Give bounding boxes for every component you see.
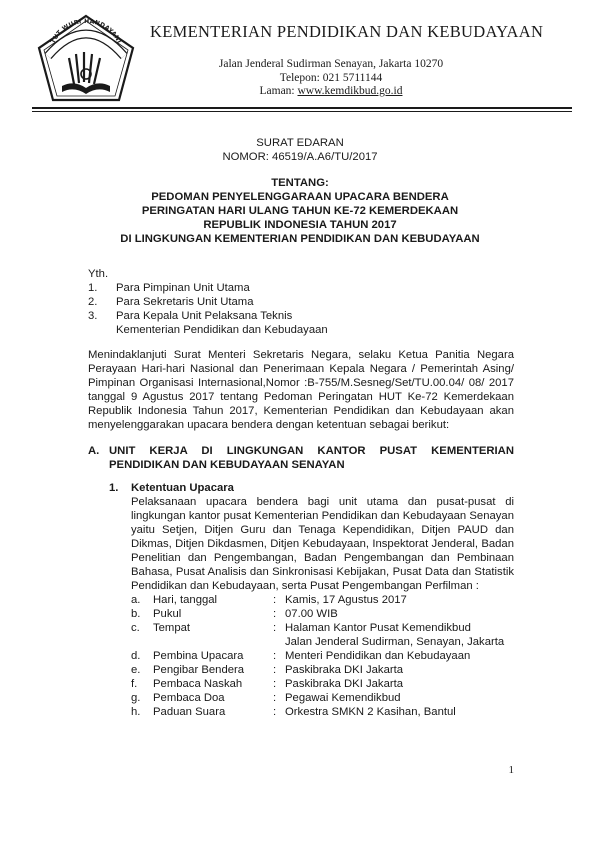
detail-colon: :: [273, 706, 277, 718]
page-number: 1: [508, 764, 514, 776]
detail-label: Pengibar Bendera: [153, 664, 245, 676]
body-line: lingkungan kantor pusat Kementerian Pendidikan dan Kebudayaan Senayan: [131, 510, 514, 522]
recipient-number: 2.: [88, 296, 98, 308]
recipient-number: 3.: [88, 310, 98, 322]
intro-line: Perayaan Hari-hari Nasional dan Penerimaan Kepala Negara / Pemerintah Asing/: [88, 363, 514, 375]
detail-letter: b.: [131, 608, 141, 620]
detail-letter: f.: [131, 678, 138, 690]
recipient-item: Para Pimpinan Unit Utama: [116, 282, 250, 294]
office-address: Jalan Jenderal Sudirman Senayan, Jakarta 10270: [218, 58, 444, 70]
detail-letter: g.: [131, 692, 141, 704]
office-website: [150, 85, 512, 97]
intro-line: Menindaklanjuti Surat Menteri Sekretaris Negara, selaku Ketua Panitia Negara: [88, 349, 514, 361]
body-line: Dikmas, Ditjen Dikdasmen, Ditjen Kebudayaan, Inspektorat Jenderal, Badan: [131, 538, 514, 550]
detail-label: Pukul: [153, 608, 182, 620]
detail-letter: e.: [131, 664, 141, 676]
section-title-line: UNIT KERJA DI LINGKUNGAN KANTOR PUSAT KEMENTERIAN: [109, 445, 514, 457]
document-number: NOMOR: 46519/A.A6/TU/2017: [222, 151, 378, 163]
document-type: SURAT EDARAN: [256, 137, 344, 149]
detail-value: Kamis, 17 Agustus 2017: [285, 594, 407, 606]
letterhead-rule-thin: [32, 111, 572, 112]
website-link[interactable]: www.kemdikbud.go.id: [297, 85, 403, 97]
recipient-item: Para Sekretaris Unit Utama: [116, 296, 254, 308]
detail-value: Pegawai Kemendikbud: [285, 692, 401, 704]
detail-letter: h.: [131, 706, 141, 718]
detail-label: Pembaca Doa: [153, 692, 225, 704]
salutation: Yth.: [88, 268, 109, 280]
intro-line: Republik Indonesia Tahun 2017, Kementerian Pendidikan dan Kebudayaan akan: [88, 405, 514, 417]
detail-value: Paskibraka DKI Jakarta: [285, 678, 404, 690]
detail-colon: :: [273, 678, 277, 690]
body-line: Bahasa, Pusat Analisis dan Sinkronisasi Kebijakan, Pusat Data dan Statistik: [131, 566, 514, 578]
detail-value: Menteri Pendidikan dan Kebudayaan: [285, 650, 471, 662]
recipient-item: Kementerian Pendidikan dan Kebudayaan: [116, 324, 328, 336]
detail-letter: d.: [131, 650, 141, 662]
body-line: Pelaksanaan upacara bendera bagi unit utama dan pusat-pusat di: [131, 496, 514, 508]
title-line: REPUBLIK INDONESIA TAHUN 2017: [203, 219, 397, 231]
body-line: yaitu Setjen, Ditjen Guru dan Tenaga Kependidikan, Ditjen PAUD dan: [131, 524, 514, 536]
intro-line: Pimpinan Organisasi Internasional,Nomor :B-755/M.Sesneg/Set/TU.00.04/ 08/ 2017: [88, 377, 514, 389]
detail-value: Paskibraka DKI Jakarta: [285, 664, 404, 676]
intro-line: tanggal 9 Agustus 2017 tentang Pedoman Peringatan HUT Ke-72 Kemerdekaan: [88, 391, 514, 403]
detail-colon: :: [273, 594, 277, 606]
detail-value: Halaman Kantor Pusat Kemendikbud: [285, 622, 471, 634]
subsection-number: 1.: [109, 482, 119, 494]
detail-colon: :: [273, 650, 277, 662]
detail-label: Paduan Suara: [153, 706, 226, 718]
detail-colon: :: [273, 608, 277, 620]
detail-label: Tempat: [153, 622, 191, 634]
title-line: PERINGATAN HARI ULANG TAHUN KE-72 KEMERDEKAAN: [141, 205, 459, 217]
letterhead-rule-thick: [32, 107, 572, 109]
title-line: PEDOMAN PENYELENGGARAAN UPACARA BENDERA: [151, 191, 449, 203]
kemdikbud-logo: [34, 12, 138, 104]
detail-label: Hari, tanggal: [153, 594, 218, 606]
intro-line: menyelenggarakan upacara bendera dengan ketentuan sebagai berikut:: [88, 419, 450, 431]
detail-colon: :: [273, 622, 277, 634]
detail-label: Pembaca Naskah: [153, 678, 243, 690]
about-label: TENTANG:: [271, 177, 329, 189]
title-line: DI LINGKUNGAN KEMENTERIAN PENDIDIKAN DAN KEBUDAYAAN: [120, 233, 480, 245]
detail-letter: a.: [131, 594, 141, 606]
detail-value: Jalan Jenderal Sudirman, Senayan, Jakarta: [285, 636, 505, 648]
detail-value: 07.00 WIB: [285, 608, 338, 620]
detail-value: Orkestra SMKN 2 Kasihan, Bantul: [285, 706, 456, 718]
svg-text:TUT WURI HANDAYANI: TUT WURI HANDAYANI: [49, 17, 123, 45]
section-letter: A.: [88, 445, 100, 457]
body-line: Penelitian dan Pengembangan, Badan Pengembangan dan Pembinaan: [131, 552, 514, 564]
detail-letter: c.: [131, 622, 140, 634]
recipient-number: 1.: [88, 282, 98, 294]
recipient-item: Para Kepala Unit Pelaksana Teknis: [116, 310, 293, 322]
section-title-line: PENDIDIKAN DAN KEBUDAYAAN SENAYAN: [109, 459, 345, 471]
detail-colon: :: [273, 692, 277, 704]
subsection-title: Ketentuan Upacara: [131, 482, 234, 494]
website-label: Laman:: [259, 85, 298, 97]
detail-colon: :: [273, 664, 277, 676]
detail-label: Pembina Upacara: [153, 650, 244, 662]
office-phone: Telepon: 021 5711144: [279, 72, 383, 84]
body-line: Pendidikan dan Kebudayaan, serta Pusat Pengembangan Perfilman :: [131, 580, 479, 592]
ministry-name: KEMENTERIAN PENDIDIKAN DAN KEBUDAYAAN: [150, 22, 544, 41]
